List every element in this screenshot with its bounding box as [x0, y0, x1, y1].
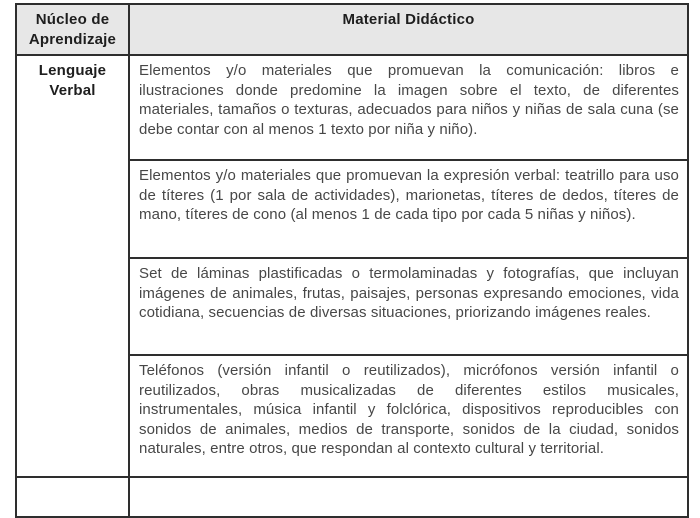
table-header-row — [16, 4, 688, 55]
cell-material-laminas: Set de láminas plastificadas o termolaminadas y fotografías, que incluyan imágenes de animales, frutas, paisajes, personas expresando emociones, vida cotidiana, secuencias de diversas situaciones, priorizando imágenes reales. — [129, 258, 688, 355]
header-nucleo-aprendizaje: Núcleo de Aprendizaje — [16, 4, 129, 55]
partial-nucleo-cell — [16, 477, 129, 517]
cell-material-telefonos: Teléfonos (versión infantil o reutilizados), micrófonos versión infantil o reutilizados, obras musicalizadas de diferentes estilos musicales, instrumentales, música infantil y folclórica, dispositivos reproducibles con sonidos de animales, medios de transporte, sonidos de la ciudad, sonidos naturales, entre otros, que respondan al contexto cultural y territorial. — [129, 355, 688, 477]
material-didactico-table — [15, 3, 689, 518]
next-row-partial — [16, 477, 688, 517]
header-material-didactico: Material Didáctico — [129, 4, 688, 55]
table-row — [16, 55, 688, 160]
cell-nucleo-lenguaje-verbal: Lenguaje Verbal — [16, 55, 129, 477]
cell-material-expresion-verbal: Elementos y/o materiales que promuevan la expresión verbal: teatrillo para uso de títeres (1 por sala de actividades), marionetas, títeres de dedos, títeres de mano, títeres de cono (al menos 1 de cada tipo por cada 5 niñas y niños). — [129, 160, 688, 258]
partial-material-cell — [129, 477, 688, 517]
cell-material-comunicacion: Elementos y/o materiales que promuevan la comunicación: libros e ilustraciones donde predomine la imagen sobre el texto, de diferentes materiales, tamaños o texturas, adecuados para niños y niñas de sala cuna (se debe contar con al menos 1 texto por niña y niño). — [129, 55, 688, 160]
